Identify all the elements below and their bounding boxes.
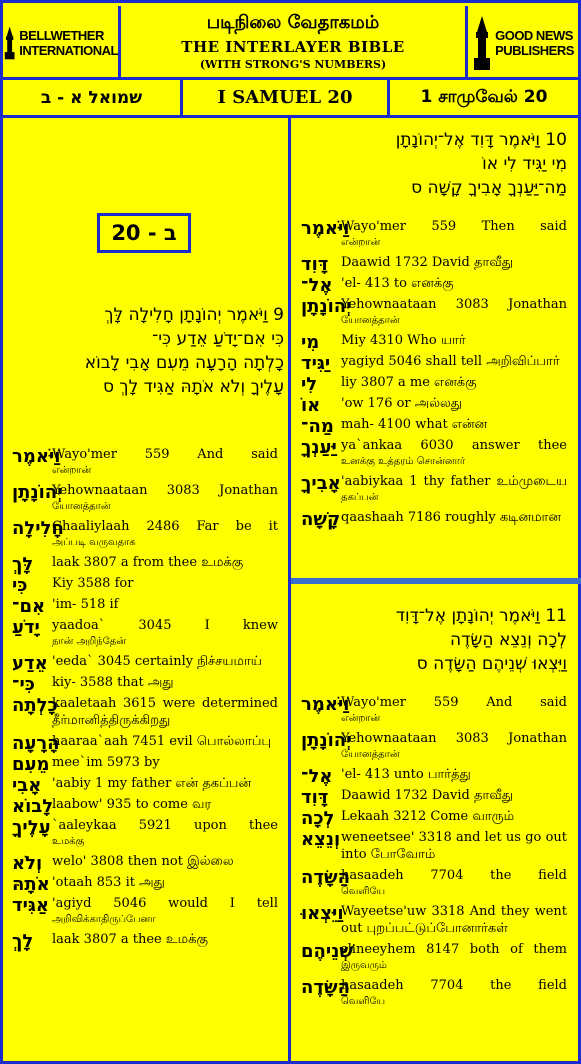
tamil-gloss: அப்படி வருவதாக	[52, 537, 136, 548]
word-gloss: Lekaah 3212 Come வாரும்	[341, 809, 515, 824]
hebrew-word: יָדֹעַ	[12, 617, 40, 638]
word-entry	[12, 733, 278, 754]
word-entry	[301, 473, 567, 505]
bellwether-logo	[3, 6, 121, 80]
verse-9-hebrew	[10, 303, 284, 399]
hebrew-word: לָךְ	[12, 931, 34, 952]
chapter-label: 20 - ב	[97, 213, 191, 253]
hebrew-word: יְהוֹנָתָן	[12, 482, 63, 503]
hebrew-word: וַיֹּאמֶר	[301, 218, 350, 239]
bell-tower-icon	[472, 16, 492, 70]
hebrew-word: אָבִי	[12, 775, 42, 796]
verse-11-hebrew	[299, 604, 567, 676]
word-gloss: `aaleykaa 5921 upon thee	[52, 818, 278, 833]
hebrew-word: מִי	[301, 332, 320, 353]
word-gloss: 'ow 176 or அல்லது	[341, 396, 463, 411]
verse-line: מַה־יַּעַנְךָ אָבִיךָ קָשָׁה ס	[411, 178, 567, 198]
word-entry	[12, 931, 278, 952]
verse-line: עָלֶיךָ וְלֹא אֹתָהּ אַגִּיד לָךְ ס	[103, 377, 284, 397]
verse-line: 11 וַיֹּאמֶר יְהוֹנָתָן אֶל־דָּוִד	[395, 606, 567, 626]
hebrew-word: הָרָעָה	[12, 733, 60, 754]
book-bar	[0, 80, 581, 118]
word-gloss: 'aabiykaa 1 thy father உம்முடைய	[341, 474, 567, 489]
word-entry	[301, 509, 567, 530]
word-entry	[301, 275, 567, 296]
tamil-gloss: வெளியே	[341, 886, 386, 897]
hebrew-word: שְׁנֵיהֶם	[301, 941, 354, 962]
hebrew-word: מֵעִם	[12, 754, 50, 775]
word-entry	[12, 817, 278, 849]
hebrew-word: אֶל־	[301, 275, 333, 296]
title-tamil: படிநிலை வேதாகமம்	[206, 12, 380, 33]
hebrew-word: אֹתָהּ	[12, 874, 50, 895]
title-block	[121, 6, 465, 80]
word-gloss: liy 3807 a me எனக்கு	[341, 375, 477, 390]
word-entry	[301, 977, 567, 1009]
word-gloss: laak 3807 a thee உமக்கு	[52, 932, 208, 947]
hebrew-word: מַה־	[301, 416, 334, 437]
left-word-list	[12, 446, 278, 952]
word-gloss: 'eeda` 3045 certainly நிச்சயமாய்	[52, 654, 262, 669]
word-gloss: haaraa`aah 7451 evil பொல்லாப்பு	[52, 734, 272, 749]
hebrew-word: דָּוִד	[301, 787, 329, 808]
word-gloss: laabow' 935 to come வர	[52, 797, 212, 812]
word-gloss: kiy- 3588 that அது	[52, 675, 174, 690]
hebrew-word: אָבִיךָ	[301, 473, 341, 494]
tamil-gloss: இருவரும்	[341, 960, 387, 971]
word-entry	[12, 653, 278, 674]
word-entry	[301, 694, 567, 726]
word-entry	[301, 374, 567, 395]
word-entry	[12, 695, 278, 729]
hebrew-word: וַיֹּאמֶר	[301, 694, 350, 715]
hebrew-word: כִּי־	[12, 674, 35, 695]
word-gloss: Yehownaataan 3083 Jonathan	[341, 297, 567, 312]
verse-separator	[291, 578, 581, 584]
verse-line: לְכָה וְנֵצֵא הַשָּׂדֶה	[450, 630, 567, 650]
tamil-gloss: என்றான்	[52, 465, 92, 476]
hebrew-word: יַּעַנְךָ	[301, 437, 337, 458]
hebrew-word: וְנֵצֵא	[301, 829, 341, 850]
right-logo-line1: GOOD NEWS	[495, 28, 573, 43]
word-gloss: Miy 4310 Who யார்	[341, 333, 466, 348]
word-gloss: weneetsee' 3318 and let us go out into போவோம்	[341, 830, 567, 862]
word-entry	[12, 518, 278, 550]
hebrew-word: דָּוִד	[301, 254, 329, 275]
word-entry	[301, 903, 567, 937]
word-entry	[12, 796, 278, 817]
word-gloss: Wayeetse'uw 3318 And they went out புறப்பட்டுப்போனார்கள்	[341, 904, 567, 936]
word-gloss: yagiyd 5046 shall tell அறிவிப்பார்	[341, 354, 560, 369]
subtitle: (WITH STRONG'S NUMBERS)	[199, 58, 387, 71]
hebrew-word: לָבוֹא	[12, 796, 54, 817]
word-entry	[12, 446, 278, 478]
word-entry	[12, 754, 278, 775]
word-gloss: 'im- 518 if	[52, 597, 119, 612]
tamil-gloss: யோனத்தான்	[341, 315, 400, 326]
word-entry	[301, 353, 567, 374]
hebrew-word: וְלֹא	[12, 853, 43, 874]
word-entry	[301, 787, 567, 808]
word-entry	[301, 218, 567, 250]
hebrew-word: אַגִּיד	[12, 895, 50, 916]
verse-10-hebrew	[299, 128, 567, 200]
word-gloss: 'el- 413 to எனக்கு	[341, 276, 454, 291]
hebrew-book-label: שמואל א - ב	[3, 80, 183, 115]
hebrew-word: יַגִּיד	[301, 353, 331, 374]
word-gloss: Daawid 1732 David தாவீது	[341, 255, 513, 270]
word-entry	[301, 416, 567, 437]
word-entry	[12, 482, 278, 514]
verse-line: כָלְתָה הָרָעָה מֵעִם אָבִי לָבוֹא	[84, 353, 284, 373]
tamil-gloss: யோனத்தான்	[52, 501, 111, 512]
word-gloss: mee`im 5973 by	[52, 755, 160, 770]
left-logo-line1: BELLWETHER	[19, 28, 104, 43]
word-gloss: Chaaliylaah 2486 Far be it	[52, 519, 278, 534]
word-gloss: hasaadeh 7704 the field	[341, 868, 567, 883]
hebrew-word: וַיֵּצְאוּ	[301, 903, 344, 924]
tamil-gloss: நான் அறிந்தேன்	[52, 636, 126, 647]
tamil-gloss: யோனத்தான்	[341, 749, 400, 760]
hebrew-word: הַשָּׂדֶה	[301, 977, 350, 998]
word-entry	[301, 437, 567, 469]
word-gloss: 'el- 413 unto பார்த்து	[341, 767, 471, 782]
word-gloss: 'aabiy 1 my father என் தகப்பன்	[52, 776, 252, 791]
tamil-gloss: என்றான்	[341, 713, 381, 724]
hebrew-word: אֵדַע	[12, 653, 48, 674]
word-entry	[301, 254, 567, 275]
word-gloss: Yehownaataan 3083 Jonathan	[52, 483, 278, 498]
word-entry	[301, 296, 567, 328]
word-gloss: hasaadeh 7704 the field	[341, 978, 567, 993]
hebrew-word: יְהוֹנָתָן	[301, 296, 352, 317]
header	[0, 0, 581, 80]
hebrew-word: אֶל־	[301, 766, 333, 787]
word-gloss: qaashaah 7186 roughly கடினமான	[341, 510, 561, 525]
hebrew-word: עָלֶיךָ	[12, 817, 51, 838]
word-gloss: ya`ankaa 6030 answer thee	[341, 438, 567, 453]
word-gloss: kaaletaah 3615 were determined தீர்மானித்திருக்கிறது	[52, 696, 278, 728]
word-entry	[12, 895, 278, 927]
title-english: THE INTERLAYER BIBLE	[181, 38, 405, 56]
verse-10-word-list	[301, 218, 567, 530]
hebrew-word: כִּי	[12, 575, 28, 596]
word-gloss: Kiy 3588 for	[52, 576, 134, 591]
word-gloss: Wayo'mer 559 And said	[341, 695, 567, 710]
word-entry	[12, 554, 278, 575]
verse-line: כִּי אִם־יָדֹעַ אֵדַע כִּי־	[152, 329, 284, 349]
word-entry	[12, 853, 278, 874]
left-column	[0, 118, 291, 1064]
good-news-logo	[465, 6, 578, 80]
tamil-gloss: வெளியே	[341, 996, 386, 1007]
word-entry	[301, 395, 567, 416]
word-entry	[12, 775, 278, 796]
word-entry	[301, 867, 567, 899]
hebrew-word: לָּךְ	[12, 554, 34, 575]
hebrew-word: קָשָׁה	[301, 509, 341, 530]
hebrew-word: יְהוֹנָתָן	[301, 730, 352, 751]
hebrew-word: לִי	[301, 374, 318, 395]
word-entry	[12, 596, 278, 617]
right-logo-line2: PUBLISHERS	[495, 43, 574, 58]
hebrew-word: הַשָּׂדֶה	[301, 867, 350, 888]
tamil-book-label: 1 சாமுவேல் 20	[420, 86, 548, 107]
word-entry	[301, 808, 567, 829]
word-entry	[12, 674, 278, 695]
word-entry	[12, 874, 278, 895]
word-entry	[301, 766, 567, 787]
hebrew-word: אוֹ	[301, 395, 321, 416]
word-entry	[12, 575, 278, 596]
tamil-gloss: தகப்பன்	[341, 492, 379, 503]
word-entry	[301, 730, 567, 762]
verse-line: מִי יַגִּיד לִי אוֹ	[482, 154, 567, 174]
right-column	[291, 118, 581, 1064]
word-gloss: 'agiyd 5046 would I tell	[52, 896, 278, 911]
word-gloss: welo' 3808 then not இல்லை	[52, 854, 234, 869]
hebrew-word: חָלִילָה	[12, 518, 64, 539]
word-entry	[301, 941, 567, 973]
tamil-gloss: என்றான்	[341, 237, 381, 248]
hebrew-word: לְכָה	[301, 808, 335, 829]
verse-11-word-list	[301, 694, 567, 1013]
hebrew-word: וַיֹּאמֶר	[12, 446, 61, 467]
word-gloss: yaadoa` 3045 I knew	[52, 618, 278, 633]
english-book-label: I SAMUEL 20	[183, 80, 390, 115]
word-gloss: shneeyhem 8147 both of them	[341, 942, 567, 957]
word-gloss: 'otaah 853 it அது	[52, 875, 165, 890]
word-entry	[12, 617, 278, 649]
left-logo-line2: INTERNATIONAL	[19, 43, 118, 58]
word-gloss: laak 3807 a from thee உமக்கு	[52, 555, 244, 570]
hebrew-word: כָלְתָה	[12, 695, 58, 716]
word-entry	[301, 332, 567, 353]
word-gloss: Wayo'mer 559 Then said	[341, 219, 567, 234]
word-gloss: Wayo'mer 559 And said	[52, 447, 278, 462]
hebrew-word: אִם־	[12, 596, 46, 617]
tamil-gloss: அறிவிக்காதிருப்பேனா	[52, 914, 156, 925]
bell-tower-icon	[3, 16, 16, 70]
verse-line: 10 וַיֹּאמֶר דָּוִד אֶל־יְהוֹנָתָן	[395, 130, 567, 150]
word-gloss: Yehownaataan 3083 Jonathan	[341, 731, 567, 746]
tamil-gloss: உமக்கு	[52, 836, 85, 847]
verse-line: 9 וַיֹּאמֶר יְהוֹנָתָן חָלִילָה לָּךְ	[104, 305, 284, 325]
word-gloss: Daawid 1732 David தாவீது	[341, 788, 513, 803]
verse-line: וַיֵּצְאוּ שְׁנֵיהֶם הַשָּׂדֶה ס	[416, 654, 567, 674]
tamil-gloss: உனக்கு உத்தரம் சொன்னார்	[341, 456, 466, 467]
word-entry	[301, 829, 567, 863]
word-gloss: mah- 4100 what என்ன	[341, 417, 488, 432]
